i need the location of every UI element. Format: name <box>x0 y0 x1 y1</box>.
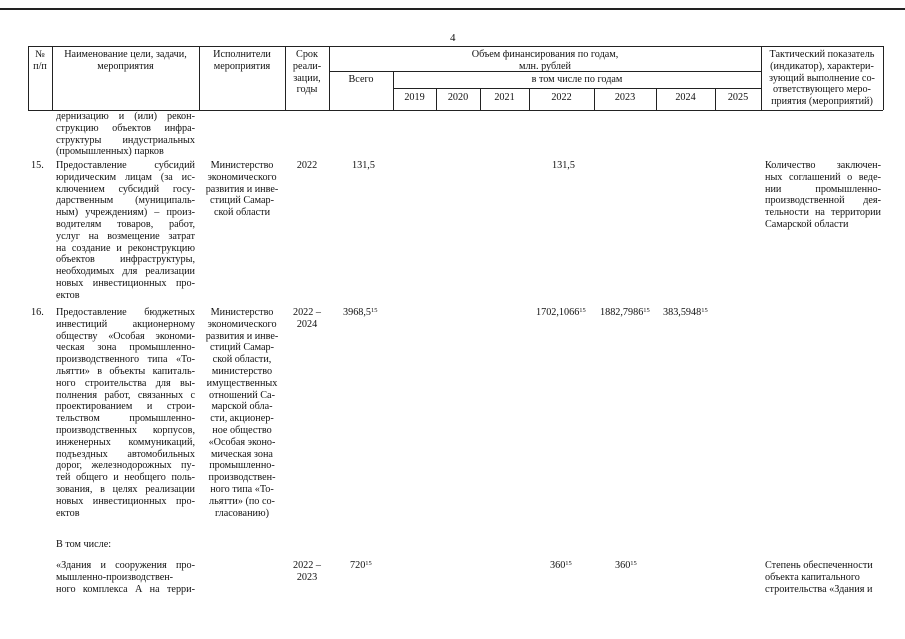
header-year-2019: 2019 <box>404 92 425 103</box>
row-16-2022: 1702,1066$^{15}$ <box>536 307 586 318</box>
header-including-years: в том числе по годам <box>531 74 623 85</box>
row-15-num: 15. <box>31 160 44 171</box>
header-term: Срок реали- зации, годы <box>292 49 322 96</box>
row-15-term: 2022 <box>296 160 318 171</box>
header-funding-title: Объем финансирования по годам, млн. рублей <box>471 49 619 72</box>
header-year-2020: 2020 <box>447 92 469 103</box>
header-year-2024: 2024 <box>675 92 696 103</box>
row-15-total: 131,5 <box>352 160 375 171</box>
header-year-2022: 2022 <box>551 92 572 103</box>
header-top-border <box>28 46 883 47</box>
header-executors: Исполнители мероприятия <box>213 49 271 72</box>
continuation-name: дернизацию и (или) рекон- струкцию объектов инфра- структуры индустриальных (промышленных) парков <box>56 111 195 158</box>
sub-row-total: $720^{15}$ <box>350 560 372 571</box>
row-15-name: Предоставление субсидий юридическим лицам (за ис- ключением субсидий госу- дарственным (муниципаль- ным) учреждениям) – произ- водителям товаров, работ, услуг на возмещение затрат на создание и реконструкцию объектов инфраструктуры, необходимых для реализации новых инвестиционных про- ектов <box>56 160 195 301</box>
sub-row-2023: $360^{15}$ <box>615 560 637 571</box>
header-year-2025: 2025 <box>727 92 749 103</box>
sub-row-term: 2022 – 2023 <box>292 560 321 583</box>
row-16-executors: Министерство экономического развития и инве- стиций Самар- ской области, министерство имущественных отношений Са- марской обла- сти, акционер- ное общество «Особая эконо- мическая зона промышленно- производствен- ного типа «То- льятти» (по со- гласованию) <box>205 307 279 519</box>
row-16-term: 2022 – 2024 <box>292 307 321 330</box>
header-year-2023: 2023 <box>614 92 636 103</box>
header-indicator: Тактический показатель (индикатор), характери- зующий выполнение со- ответствующего меро- приятия (мероприятий) <box>769 49 875 108</box>
page-number: 4 <box>450 32 456 44</box>
row-16-2024: 383,5948$^{15}$ <box>663 307 708 318</box>
header-total: Всего <box>348 74 374 85</box>
row-15-2022: 131,5 <box>552 160 575 171</box>
header-year-2021: 2021 <box>494 92 515 103</box>
row-15-indicator: Количество заключен- ных соглашений о веде- нии промышленно- производственной дея- тельности на территории Самарской области <box>765 160 881 230</box>
header-years-divider <box>393 88 761 89</box>
sub-row-name: «Здания и сооружения про- мышленно-производствен- ного комплекса А на терри- <box>56 560 195 595</box>
row-16-total: 3968,5$^{15}$ <box>343 307 378 318</box>
header-name: Наименование цели, задачи, мероприятия <box>64 49 187 72</box>
header-num: № п/п <box>33 49 47 72</box>
page-top-rule <box>0 8 905 10</box>
row-16-2023: 1882,7986$^{15}$ <box>600 307 650 318</box>
row-15-executors: Министерство экономического развития и инве- стиций Самар- ской области <box>205 160 279 219</box>
col-border-13 <box>883 46 884 110</box>
row-16-name: Предоставление бюджетных инвестиций акционерному обществу «Особая экономи- ческая зона промышленно- производственного типа «То- льятти» в объекты капиталь- ного строительства для вы- полнения работ, связанных с проектированием и строи- тельством промышленно- производственных корпусов, инженерных коммуникаций, подъездных автомобильных дорог, железнодорожных пу- тей общего и необщего поль- зования, в целях реализации новых инвестиционных про- ектов <box>56 307 195 519</box>
sub-row-2022: $360^{15}$ <box>550 560 572 571</box>
sub-row-indicator: Степень обеспеченности объекта капитального строительства «Здания и <box>765 560 873 595</box>
row-16-num: 16. <box>31 307 44 318</box>
including-label: В том числе: <box>56 539 112 550</box>
